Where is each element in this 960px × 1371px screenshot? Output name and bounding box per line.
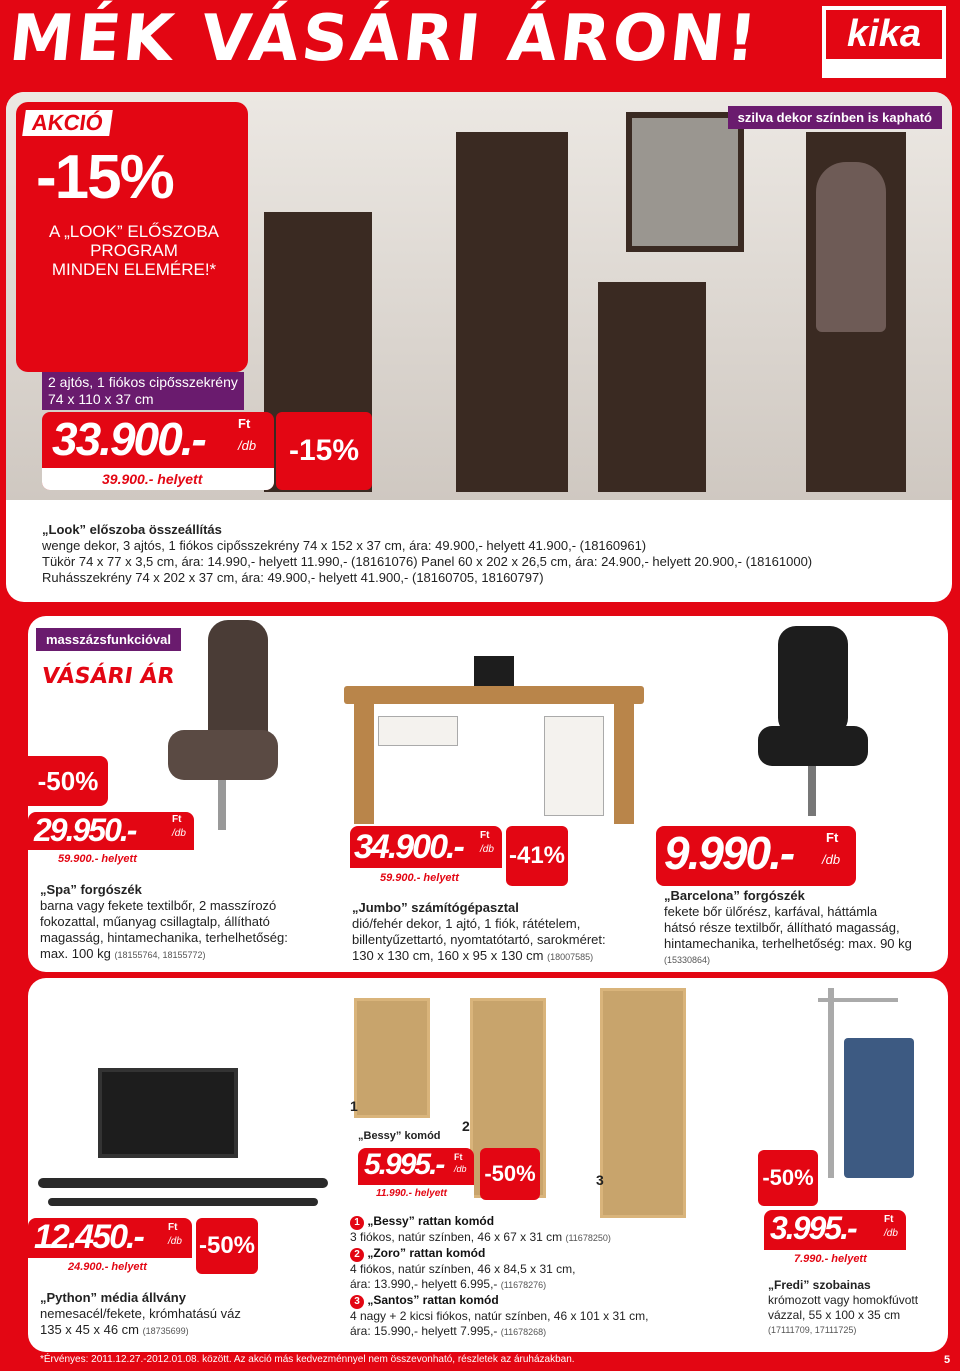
vasari-ar-label: VÁSÁRI ÁR — [40, 664, 176, 689]
barcelona-code: (15330864) — [664, 955, 711, 965]
item-label-line-2: 74 x 110 x 37 cm — [48, 391, 154, 407]
look-description — [42, 522, 942, 586]
fredi-code: (17111709, 17111725) — [768, 1325, 857, 1335]
fredi-per-unit: /db — [884, 1228, 898, 1239]
akcio-box — [16, 102, 248, 372]
barcelona-chair-image — [728, 626, 888, 826]
jumbo-desk-image — [344, 656, 644, 826]
look-desc-line-2: Tükör 74 x 77 x 3,5 cm, ára: 14.990,- helyett 11.990,- (18161076) Panel 60 x 202 x 26,5 cm, ára: 24.900,- helyett 20.900,- (18161000) — [42, 554, 813, 569]
jumbo-desc-3: 130 x 130 cm, 160 x 95 x 130 cm — [352, 948, 544, 963]
barcelona-per-unit: /db — [822, 852, 841, 867]
spa-chair-image — [148, 620, 298, 840]
zoro-desc-2: ára: 13.990,- helyett 6.995,- — [350, 1277, 498, 1291]
item-label — [42, 372, 244, 410]
zoro-desc-1: 4 fiókos, natúr színben, 46 x 84,5 x 31 cm, — [350, 1262, 576, 1276]
jumbo-desc-1: dió/fehér dekor, 1 ajtó, 1 fiók, rátételem, — [352, 916, 581, 931]
santos-title: „Santos” rattan komód — [367, 1293, 499, 1307]
santos-desc-1: 4 nagy + 2 kicsi fiókos, natúr színben, 46 x 101 x 31 cm, — [350, 1309, 649, 1323]
jumbo-desc-2: billentyűzettartó, nyomtatótartó, sarokméret: — [352, 932, 606, 947]
page-number: 5 — [944, 1354, 951, 1366]
logo-text: kika — [826, 10, 942, 74]
fredi-description — [768, 1278, 948, 1338]
bessy-price-box — [358, 1148, 474, 1200]
jumbo-discount: -41% — [506, 826, 568, 886]
fredi-valet-stand-image — [818, 988, 928, 1188]
jumbo-old-price: 59.900.- helyett — [380, 872, 459, 884]
bessy-old-price: 11.990.- helyett — [376, 1188, 447, 1199]
jumbo-per-unit: /db — [480, 844, 494, 855]
fredi-currency: Ft — [884, 1214, 894, 1225]
python-desc-2: 135 x 45 x 46 cm — [40, 1322, 139, 1337]
spa-description — [40, 882, 340, 963]
barcelona-price: 9.990.- — [664, 827, 794, 879]
python-price: 12.450.- — [34, 1218, 143, 1256]
fredi-desc-2: vázzal, 55 x 100 x 35 cm — [768, 1308, 901, 1322]
wardrobe-image — [456, 132, 568, 492]
santos-bullet: 3 — [350, 1295, 364, 1309]
jumbo-code: (18007585) — [547, 952, 594, 962]
look-hallway-panel — [6, 92, 952, 602]
akcio-line-2: PROGRAM — [90, 241, 178, 260]
akcio-text — [34, 222, 234, 279]
bessy-currency: Ft — [454, 1152, 463, 1162]
bottom-panel — [28, 978, 948, 1352]
barcelona-description — [664, 888, 944, 968]
kika-logo — [822, 6, 946, 78]
fredi-desc-1: krómozott vagy homokfúvott — [768, 1293, 919, 1307]
jumbo-price: 34.900.- — [354, 828, 463, 866]
zoro-num-2: 2 — [462, 1118, 470, 1134]
rattan-description — [350, 1214, 730, 1340]
python-tv-stand-image — [38, 1068, 328, 1208]
akcio-tag: AKCIÓ — [22, 110, 113, 136]
python-desc-1: nemesacél/fekete, krómhatású váz — [40, 1306, 241, 1321]
look-old-price: 39.900.- helyett — [102, 471, 203, 487]
look-desc-line-1: wenge dekor, 3 ajtós, 1 fiókos cipősszekrény 74 x 152 x 37 cm, ára: 49.900,- helyett 41.900,- (18160961) — [42, 538, 647, 553]
look-price: 33.900.- — [52, 413, 205, 465]
spa-price: 29.950.- — [34, 812, 136, 848]
python-per-unit: /db — [168, 1236, 182, 1247]
dress-image — [816, 162, 886, 332]
spa-code: (18155764, 18155772) — [114, 950, 206, 960]
zoro-bullet: 2 — [350, 1248, 364, 1262]
look-desc-line-3: Ruhásszekrény 74 x 202 x 37 cm, ára: 49.900,- helyett 41.900,- (18160705, 18160797) — [42, 570, 544, 585]
python-code: (18735699) — [142, 1326, 189, 1336]
santos-code: (11678268) — [500, 1327, 547, 1337]
jumbo-price-box — [350, 826, 502, 886]
akcio-line-3: MINDEN ELEMÉRE!* — [51, 260, 217, 279]
fredi-price: 3.995.- — [770, 1210, 856, 1246]
barcelona-price-box — [656, 826, 856, 886]
jumbo-description — [352, 900, 652, 965]
color-note-tag: szilva dekor színben is kapható — [728, 106, 942, 129]
python-description — [40, 1290, 340, 1339]
bessy-title: „Bessy” rattan komód — [367, 1214, 495, 1228]
fredi-discount: -50% — [758, 1150, 818, 1206]
barcelona-desc-2: hátsó része textilbőr, állítható magasság, — [664, 920, 900, 935]
bessy-bullet: 1 — [350, 1216, 364, 1230]
bessy-per-unit: /db — [454, 1164, 467, 1174]
spa-price-box — [28, 812, 194, 866]
bessy-label: „Bessy” komód — [358, 1130, 441, 1142]
fredi-title: „Fredi” szobainas — [768, 1278, 871, 1292]
bessy-desc: 3 fiókos, natúr színben, 46 x 67 x 31 cm — [350, 1230, 563, 1244]
spa-desc-2: fokozattal, műanyag csillagtalp, állítható — [40, 914, 270, 929]
bessy-num-1: 1 — [350, 1098, 358, 1114]
small-shoe-cabinet-image — [598, 282, 706, 492]
barcelona-currency: Ft — [826, 830, 839, 845]
spa-currency: Ft — [172, 814, 182, 825]
akcio-percent: -15% — [36, 143, 173, 212]
bessy-code: (11678250) — [565, 1233, 611, 1243]
item-label-line-1: 2 ajtós, 1 fiókos cipősszekrény — [48, 374, 238, 390]
barcelona-desc-3: hintamechanika, terhelhetőség: max. 90 kg — [664, 936, 912, 951]
santos-num-3: 3 — [596, 1172, 604, 1188]
jumbo-title: „Jumbo” számítógépasztal — [352, 900, 519, 915]
barcelona-title: „Barcelona” forgószék — [664, 888, 805, 903]
page-headline: MÉK VÁSÁRI ÁRON! — [6, 2, 763, 76]
spa-discount: -50% — [28, 756, 108, 806]
python-price-box — [28, 1218, 192, 1274]
spa-desc-1: barna vagy fekete textilbőr, 2 masszírozó — [40, 898, 277, 913]
zoro-title: „Zoro” rattan komód — [367, 1246, 486, 1260]
mirror-image — [626, 112, 744, 252]
python-currency: Ft — [168, 1222, 178, 1233]
barcelona-desc-1: fekete bőr ülőrész, karfával, háttámla — [664, 904, 878, 919]
massage-tag: masszázsfunkcióval — [36, 628, 181, 651]
look-discount: -15% — [276, 412, 372, 490]
python-old-price: 24.900.- helyett — [68, 1261, 147, 1273]
look-currency: Ft — [238, 416, 251, 431]
fredi-price-box — [764, 1210, 906, 1266]
spa-desc-3: magasság, hintamechanika, terhelhetőség: — [40, 930, 288, 945]
zoro-code: (11678276) — [500, 1280, 547, 1290]
bessy-discount: -50% — [480, 1148, 540, 1200]
chairs-panel — [28, 616, 948, 972]
spa-per-unit: /db — [172, 828, 186, 839]
santos-desc-2: ára: 15.990,- helyett 7.995,- — [350, 1324, 498, 1338]
fredi-old-price: 7.990.- helyett — [794, 1253, 867, 1265]
spa-old-price: 59.900.- helyett — [58, 853, 137, 865]
python-title: „Python” média állvány — [40, 1290, 186, 1305]
python-discount: -50% — [196, 1218, 258, 1274]
look-price-box — [42, 412, 274, 490]
bessy-price: 5.995.- — [364, 1148, 444, 1181]
jumbo-currency: Ft — [480, 830, 490, 841]
akcio-line-1: A „LOOK” ELŐSZOBA — [48, 222, 220, 241]
footer-note: *Érvényes: 2011.12.27.-2012.01.08. között. Az akció más kedvezménnyel nem összevonható, részletek az áruházakban. — [40, 1354, 575, 1365]
spa-desc-4: max. 100 kg — [40, 946, 111, 961]
spa-title: „Spa” forgószék — [40, 882, 142, 897]
look-per-unit: /db — [238, 438, 257, 453]
look-desc-title: „Look” előszoba összeállítás — [42, 522, 222, 537]
